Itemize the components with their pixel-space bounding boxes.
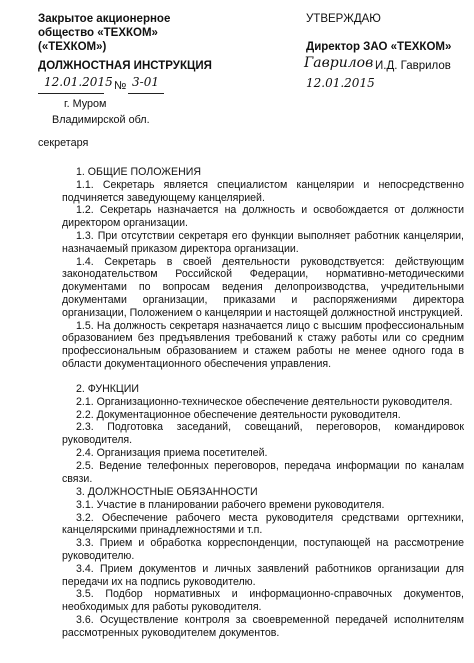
org-name-line3: («ТЕХКОМ») bbox=[38, 41, 107, 53]
city: г. Муром bbox=[64, 98, 107, 110]
paragraph: 3.3. Прием и обработка корреспонденции, поступающей на рассмотрение руководителю. bbox=[62, 537, 464, 562]
paragraph: 2.3. Подготовка заседаний, совещаний, переговоров, командировок руководителя. bbox=[62, 421, 464, 447]
document-number: 3-01 bbox=[132, 75, 159, 89]
approval-label: УТВЕРЖДАЮ bbox=[306, 13, 381, 25]
paragraph: 2.1. Организационно-техническое обеспечение деятельности руководителя. bbox=[76, 395, 453, 408]
paragraph: 1.4. Секретарь в своей деятельности руководствуется: действующим законодательством Российской Федерации, нормативно-методическими документами по вопросам ведения делопроизводства, учредительными документами организации, приказами и распоряжениями директора организации, Положением о канцелярии и настоящей должностной инструкцией. bbox=[62, 255, 464, 319]
section-heading: 2. ФУНКЦИИ bbox=[76, 383, 139, 395]
document-title: ДОЛЖНОСТНАЯ ИНСТРУКЦИЯ bbox=[38, 60, 212, 72]
approval-date: 12.01.2015 bbox=[306, 76, 375, 90]
org-name-line1: Закрытое акционерное bbox=[38, 13, 171, 25]
number-underline bbox=[128, 93, 164, 94]
org-name-line2: общество «ТЕХКОМ» bbox=[38, 27, 158, 39]
paragraph: 3.6. Осуществление контроля за своевременной передачей исполнителям рассмотренных руководителем документов. bbox=[62, 613, 464, 639]
document-date: 12.01.2015 bbox=[44, 75, 113, 89]
paragraph: 1.5. На должность секретаря назначается лицо с высшим профессиональным образованием без предъявления требований к стажу работы или со средним профессиональным образованием и стажем работы не менее одного года в области документационного обеспечения управления. bbox=[62, 319, 464, 370]
paragraph: 3.4. Прием документов и личных заявлений работников организации для передачи их на подпись руководителю. bbox=[62, 562, 464, 588]
region: Владимирской обл. bbox=[52, 114, 150, 126]
date-underline bbox=[38, 93, 104, 94]
paragraph: 1.3. При отсутствии секретаря его функции выполняет работник канцелярии, назначаемый приказом директора организации. bbox=[62, 229, 464, 255]
paragraph: 2.2. Документационное обеспечение деятельности руководителя. bbox=[76, 408, 401, 421]
paragraph: 2.5. Ведение телефонных переговоров, передача информации по каналам связи. bbox=[62, 459, 464, 485]
paragraph: 1.1. Секретарь является специалистом канцелярии и непосредственно подчиняется заведующему канцелярией. bbox=[62, 178, 464, 204]
paragraph: 2.4. Организация приема посетителей. bbox=[76, 446, 268, 459]
approver-signature: Гаврилов bbox=[304, 55, 374, 71]
approver-name: И.Д. Гаврилов bbox=[375, 60, 451, 72]
paragraph: 1.2. Секретарь назначается на должность и освобождается от должности директором организации. bbox=[62, 204, 464, 230]
section-general bbox=[0, 166, 474, 371]
section-functions bbox=[0, 383, 474, 485]
number-label: № bbox=[114, 80, 127, 92]
section-duties bbox=[0, 486, 474, 640]
approver-position: Директор ЗАО «ТЕХКОМ» bbox=[306, 41, 452, 53]
section-heading: 3. ДОЛЖНОСТНЫЕ ОБЯЗАННОСТИ bbox=[76, 486, 258, 498]
paragraph: 3.5. Подбор нормативных и информационно-справочных документов, необходимых для работы руководителя. bbox=[62, 588, 464, 614]
paragraph: 3.2. Обеспечение рабочего места руководителя средствами оргтехники, канцелярскими принадлежностями и т.п. bbox=[62, 511, 464, 537]
document-subject: секретаря bbox=[38, 137, 89, 149]
section-heading: 1. ОБЩИЕ ПОЛОЖЕНИЯ bbox=[76, 166, 201, 178]
paragraph: 3.1. Участие в планировании рабочего времени руководителя. bbox=[76, 498, 385, 511]
